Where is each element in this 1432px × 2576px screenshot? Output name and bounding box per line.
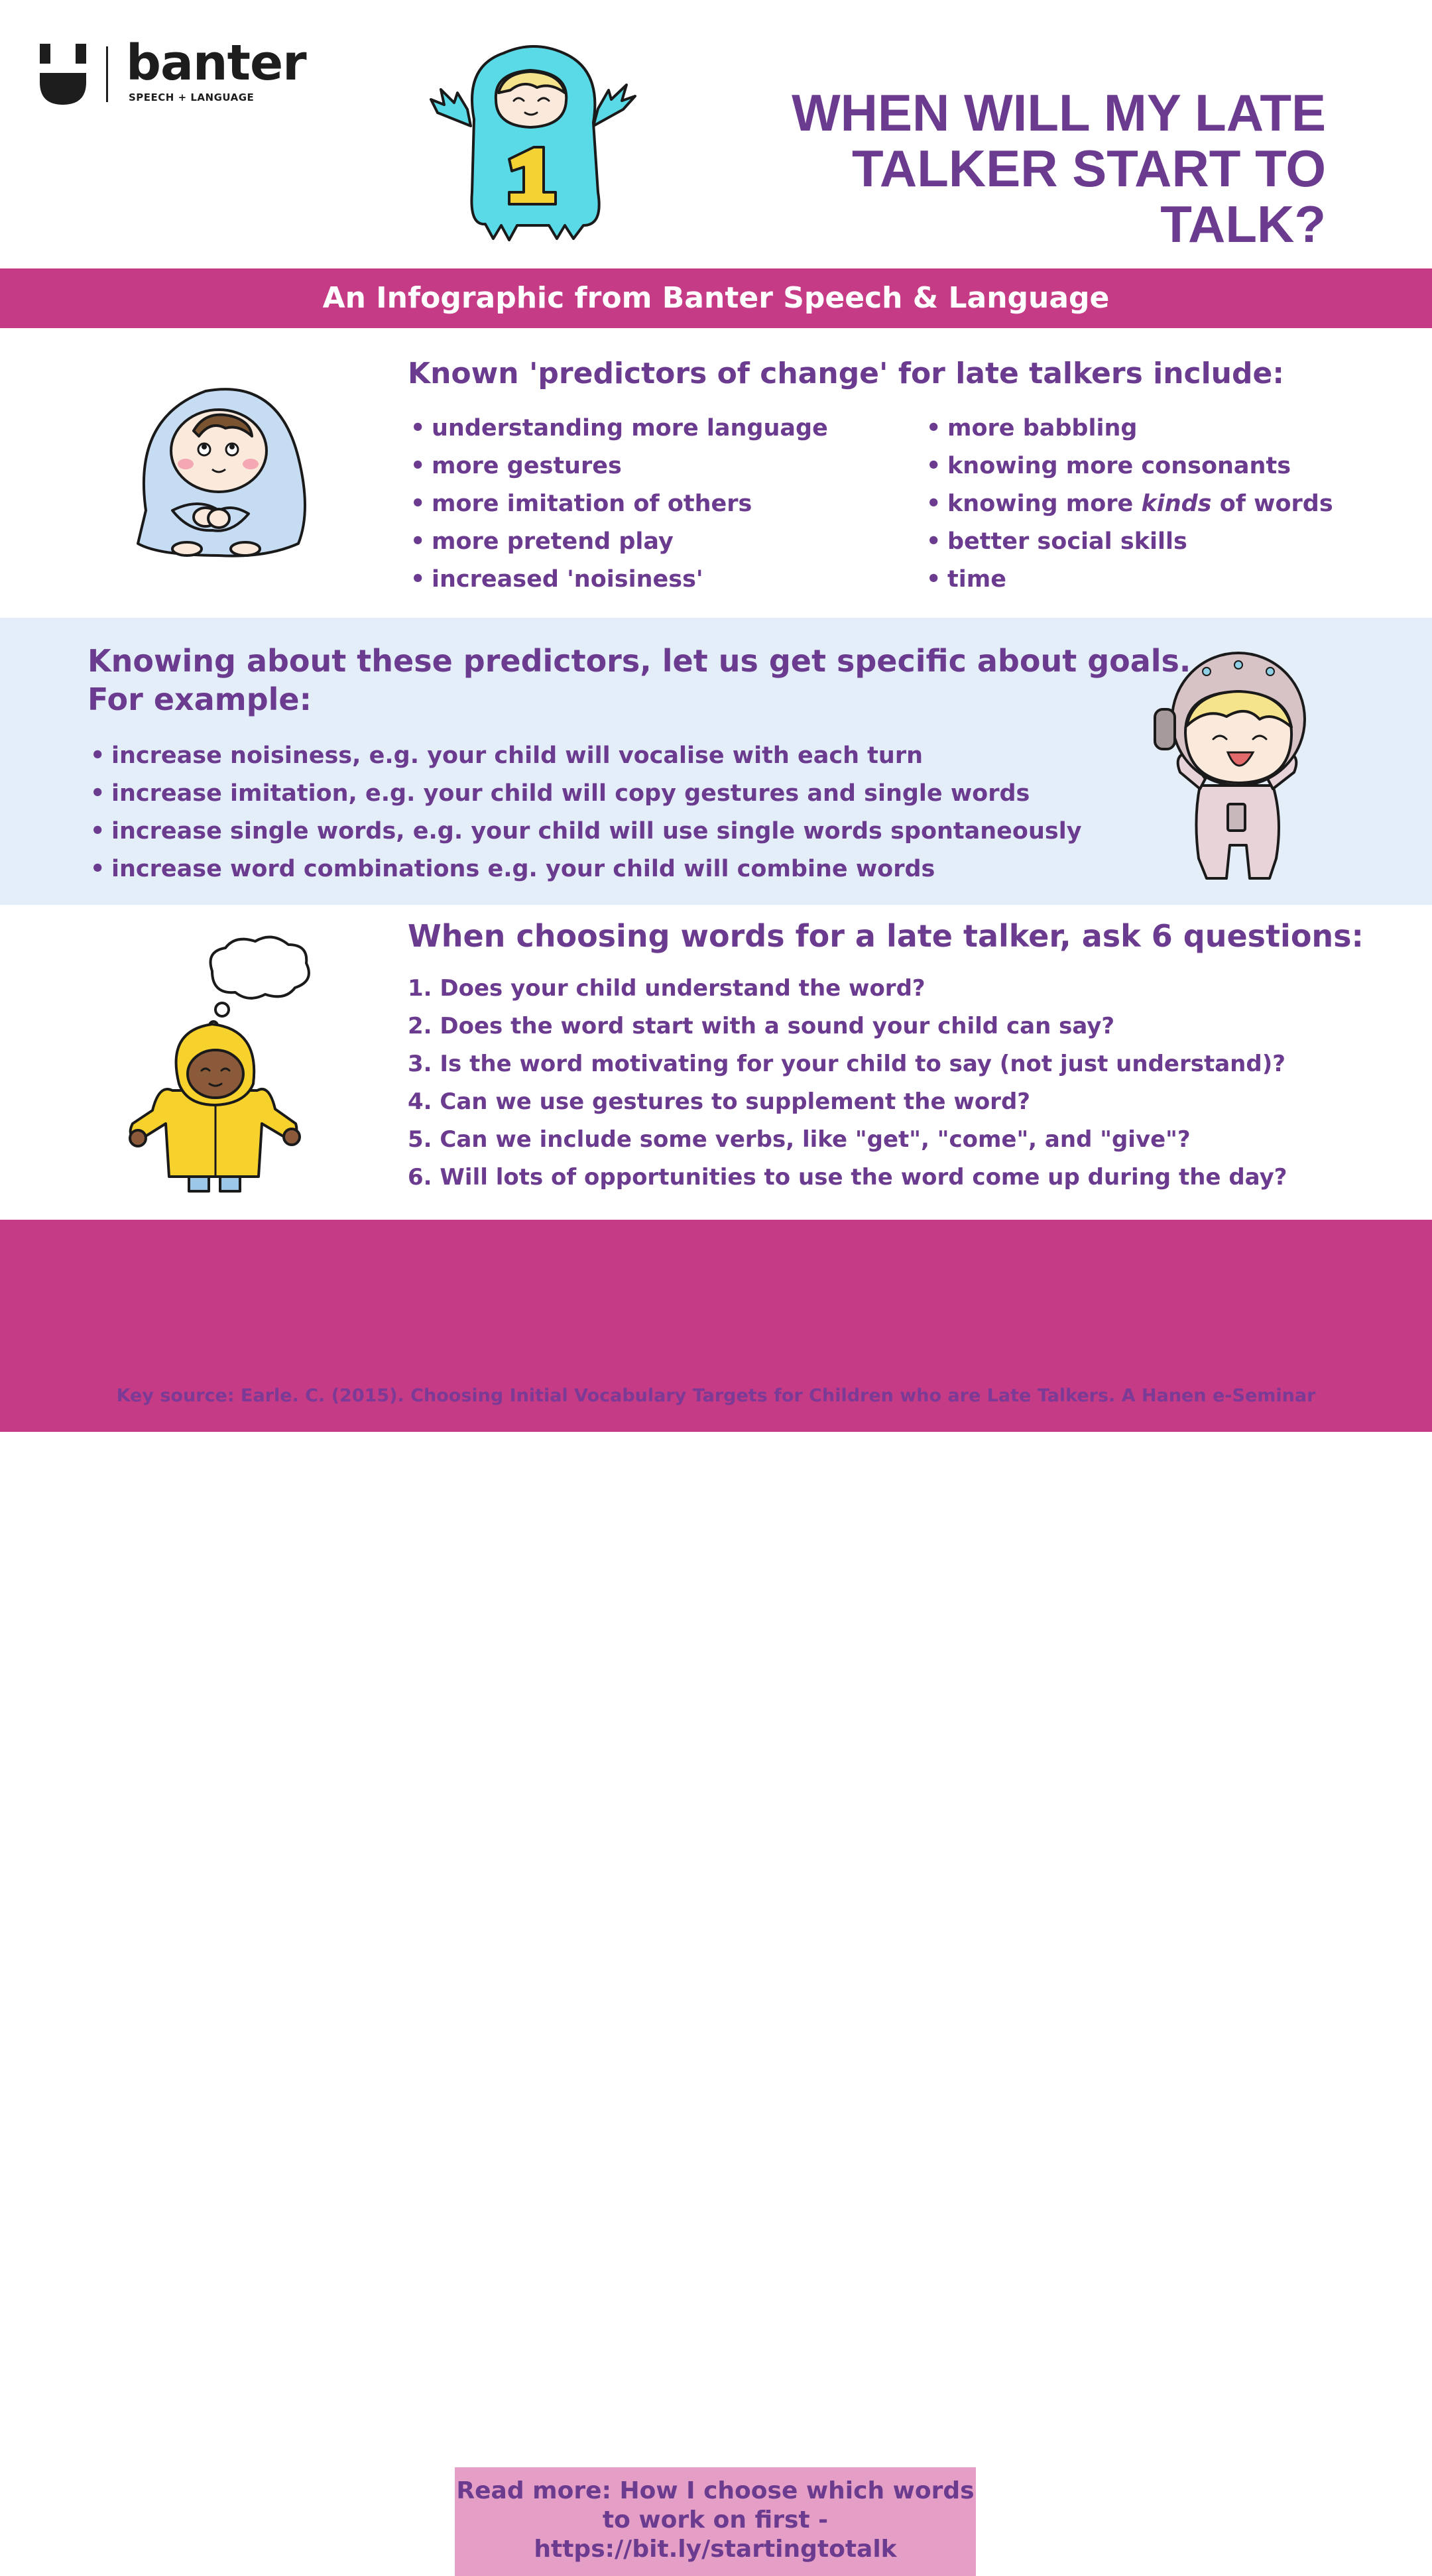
title-line-1: WHEN WILL MY LATE [792, 84, 1326, 142]
list-item: 3. Is the word motivating for your child to say (not just understand)? [408, 1051, 1285, 1077]
page-title [683, 85, 1326, 252]
list-item: • time [924, 561, 1333, 599]
brand-logo [40, 34, 306, 110]
subtitle-banner [0, 268, 1432, 328]
list-item: • increase noisiness, e.g. your child will vocalise with each turn [88, 737, 1082, 775]
list-item: • more pretend play [408, 523, 828, 561]
list-item: • more babbling [924, 410, 1333, 447]
read-more-line-2: to work on first - [602, 2506, 829, 2534]
list-item: • understanding more language [408, 410, 828, 447]
questions-list [408, 970, 1287, 1197]
source-citation: Key source: Earle. C. (2015). Choosing Initial Vocabulary Targets for Children who are Late Talkers. A Hanen e-Seminar [116, 1385, 1316, 1406]
list-item: 5. Can we include some verbs, like "get", "come", and "give"? [408, 1126, 1191, 1153]
banner-text: An Infographic from Banter Speech & Language [322, 281, 1110, 315]
list-item: 1. Does your child understand the word? [408, 975, 925, 1002]
monster-costume-child-illustration [424, 27, 643, 252]
banter-logo-icon [40, 44, 86, 105]
title-line-2: TALKER START TO TALK? [852, 139, 1326, 253]
questions-heading: When choosing words for a late talker, ask 6 questions: [408, 918, 1364, 954]
list-item: 6. Will lots of opportunities to use the word come up during the day? [408, 1164, 1287, 1191]
brand-tagline: SPEECH + LANGUAGE [129, 91, 255, 103]
read-more-link[interactable]: https://bit.ly/startingtotalk [534, 2536, 897, 2563]
list-item: 4. Can we use gestures to supplement the word? [408, 1088, 1031, 1115]
list-item: • better social skills [924, 523, 1333, 561]
brand-name: banter [126, 34, 306, 91]
list-item: • increase word combinations e.g. your child will combine words [88, 850, 1082, 888]
read-more-text [455, 2477, 976, 2564]
list-item: • more gestures [408, 447, 828, 485]
goals-heading-line-2: For example: [88, 681, 312, 717]
list-item: • knowing more consonants [924, 447, 1333, 485]
list-item: • knowing more kinds of words [924, 485, 1333, 523]
logo-divider [106, 46, 108, 102]
raincoat-child-thinking-illustration [113, 931, 331, 1197]
read-more-box[interactable] [455, 2467, 976, 2576]
goals-heading [88, 642, 1191, 719]
list-item: • increased 'noisiness' [408, 561, 828, 599]
read-more-line-1: Read more: How I choose which words [456, 2477, 975, 2504]
list-item: • increase imitation, e.g. your child will copy gestures and single words [88, 775, 1082, 813]
list-item: 2. Does the word start with a sound your child can say? [408, 1013, 1115, 1039]
predictors-list-left [408, 410, 828, 599]
goals-heading-line-1: Knowing about these predictors, let us get specific about goals. [88, 643, 1191, 679]
predictors-list-right [924, 410, 1333, 599]
predictors-heading: Known 'predictors of change' for late talkers include: [408, 357, 1284, 390]
list-item: • more imitation of others [408, 485, 828, 523]
blanket-baby-illustration [133, 378, 312, 563]
list-item: • increase single words, e.g. your child will use single words spontaneously [88, 813, 1082, 850]
goals-list [88, 737, 1082, 888]
astronaut-child-illustration [1154, 646, 1319, 885]
